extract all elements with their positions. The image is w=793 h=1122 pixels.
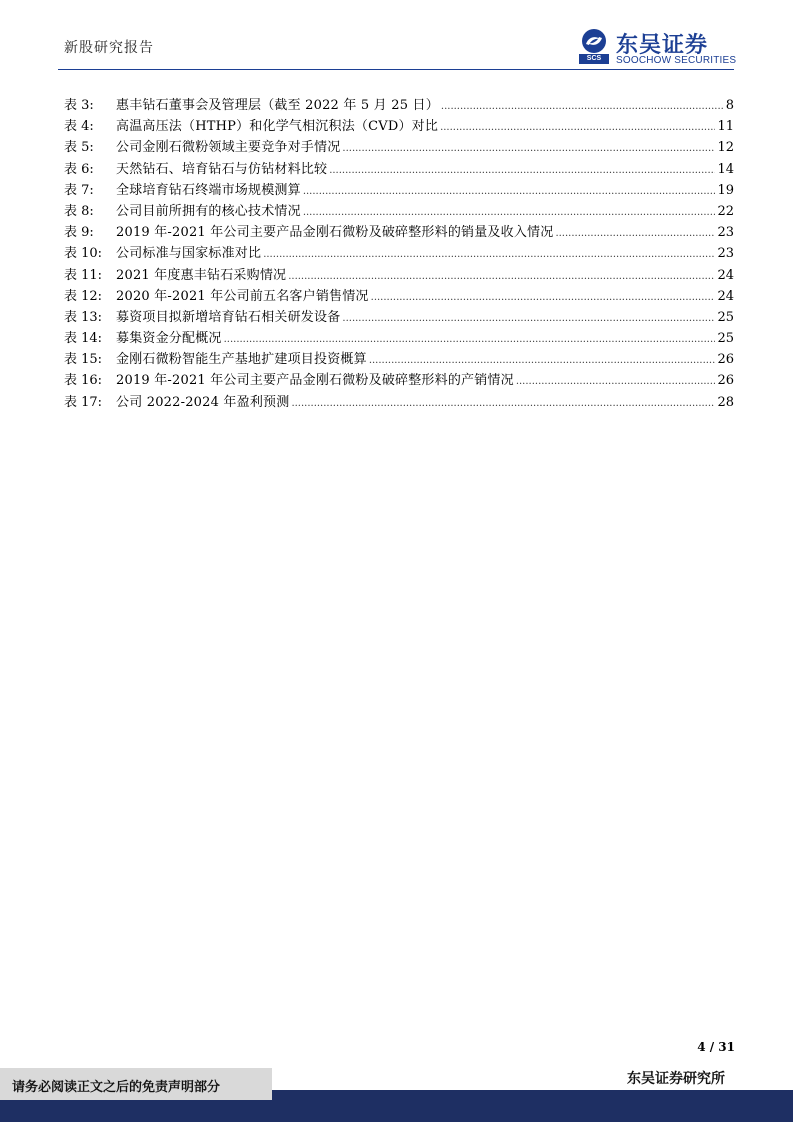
table-of-tables	[64, 95, 734, 413]
toc-entry-title: 2021 年度惠丰钻石采购情况	[116, 267, 287, 283]
toc-leader-dots	[263, 244, 715, 265]
toc-entry-page: 25	[717, 309, 734, 325]
toc-leader-dots	[224, 329, 716, 350]
company-logo	[576, 28, 746, 68]
report-type-title: 新股研究报告	[64, 40, 154, 56]
toc-entry-label: 表 3:	[64, 98, 94, 113]
toc-entry-title: 公司标准与国家标准对比	[116, 246, 262, 262]
toc-entry-label: 表 4:	[64, 119, 94, 135]
toc-entry-title: 公司 2022-2024 年盈利预测	[116, 394, 290, 410]
toc-entry[interactable]	[64, 349, 734, 370]
toc-entry-page: 24	[717, 267, 734, 283]
toc-entry[interactable]	[64, 95, 734, 116]
header-divider	[58, 69, 734, 70]
toc-entry-page: 23	[717, 246, 734, 262]
toc-entry-title: 金刚石微粉智能生产基地扩建项目投资概算	[116, 352, 367, 368]
page-number: 4 / 31	[697, 1040, 735, 1054]
toc-entry-title: 2019 年-2021 年公司主要产品金刚石微粉及破碎整形料的销量及收入情况	[116, 225, 554, 241]
toc-leader-dots	[371, 287, 716, 308]
toc-entry-page: 12	[717, 140, 734, 156]
toc-entry[interactable]	[64, 159, 734, 180]
logo-chinese-name: 东吴证券	[616, 33, 709, 58]
toc-entry-label: 表 6:	[64, 161, 94, 177]
toc-entry-title: 募集资金分配概况	[116, 331, 222, 347]
toc-entry-title: 全球培育钻石终端市场规模测算	[116, 182, 301, 198]
toc-entry-label: 表 15:	[64, 352, 103, 368]
toc-entry-page: 24	[717, 288, 734, 304]
footer-disclaimer: 请务必阅读正文之后的免责声明部分	[12, 1080, 221, 1095]
toc-entry-title: 2020 年-2021 年公司前五名客户销售情况	[116, 288, 369, 304]
toc-entry-page: 26	[717, 352, 734, 368]
toc-leader-dots	[291, 393, 715, 414]
toc-leader-dots	[440, 117, 715, 138]
toc-entry-page: 25	[717, 331, 734, 347]
toc-entry-label: 表 13:	[64, 309, 103, 325]
toc-entry[interactable]	[64, 307, 734, 328]
toc-leader-dots	[329, 160, 715, 181]
toc-entry-page: 8	[725, 98, 734, 113]
toc-entry-page: 23	[717, 225, 734, 241]
toc-leader-dots	[288, 266, 715, 287]
toc-entry-title: 高温高压法（HTHP）和化学气相沉积法（CVD）对比	[116, 119, 439, 135]
toc-entry-page: 11	[717, 119, 734, 135]
toc-entry-page: 14	[717, 161, 734, 177]
toc-entry-label: 表 16:	[64, 373, 103, 389]
toc-leader-dots	[303, 181, 716, 202]
toc-entry-title: 惠丰钻石董事会及管理层（截至 2022 年 5 月 25 日）	[116, 98, 439, 113]
toc-entry-label: 表 12:	[64, 288, 103, 304]
toc-entry-label: 表 8:	[64, 203, 94, 219]
toc-leader-dots	[342, 308, 715, 329]
toc-entry-page: 22	[717, 203, 734, 219]
toc-entry[interactable]	[64, 137, 734, 158]
toc-leader-dots	[342, 138, 715, 159]
toc-entry-label: 表 5:	[64, 140, 94, 156]
logo-scs-mark: SCS	[579, 54, 609, 64]
toc-entry-title: 天然钻石、培育钻石与仿钻材料比较	[116, 161, 328, 177]
toc-leader-dots	[555, 223, 715, 244]
toc-entry-label: 表 14:	[64, 331, 103, 347]
toc-entry-title: 公司金刚石微粉领域主要竞争对手情况	[116, 140, 341, 156]
toc-entry-label: 表 10:	[64, 246, 103, 262]
toc-entry-page: 28	[717, 394, 734, 410]
toc-entry-label: 表 9:	[64, 225, 94, 241]
toc-entry[interactable]	[64, 265, 734, 286]
toc-leader-dots	[369, 350, 716, 371]
toc-entry[interactable]	[64, 392, 734, 413]
toc-entry[interactable]	[64, 201, 734, 222]
toc-entry[interactable]	[64, 286, 734, 307]
toc-entry-title: 公司目前所拥有的核心技术情况	[116, 203, 301, 219]
toc-leader-dots	[516, 371, 716, 392]
toc-entry-title: 募资项目拟新增培育钻石相关研发设备	[116, 309, 341, 325]
toc-entry[interactable]	[64, 180, 734, 201]
toc-entry-page: 19	[717, 182, 734, 198]
toc-entry[interactable]	[64, 116, 734, 137]
toc-entry[interactable]	[64, 370, 734, 391]
toc-entry-page: 26	[717, 373, 734, 389]
toc-leader-dots	[303, 202, 716, 223]
logo-english-name: SOOCHOW SECURITIES	[616, 55, 737, 66]
toc-entry-label: 表 11:	[64, 267, 103, 283]
toc-entry-label: 表 17:	[64, 394, 103, 410]
toc-entry[interactable]	[64, 328, 734, 349]
toc-entry-label: 表 7:	[64, 182, 94, 198]
toc-leader-dots	[441, 96, 724, 117]
toc-entry[interactable]	[64, 222, 734, 243]
footer-organization: 东吴证券研究所	[627, 1071, 725, 1087]
toc-entry[interactable]	[64, 243, 734, 264]
toc-entry-title: 2019 年-2021 年公司主要产品金刚石微粉及破碎整形料的产销情况	[116, 373, 514, 389]
